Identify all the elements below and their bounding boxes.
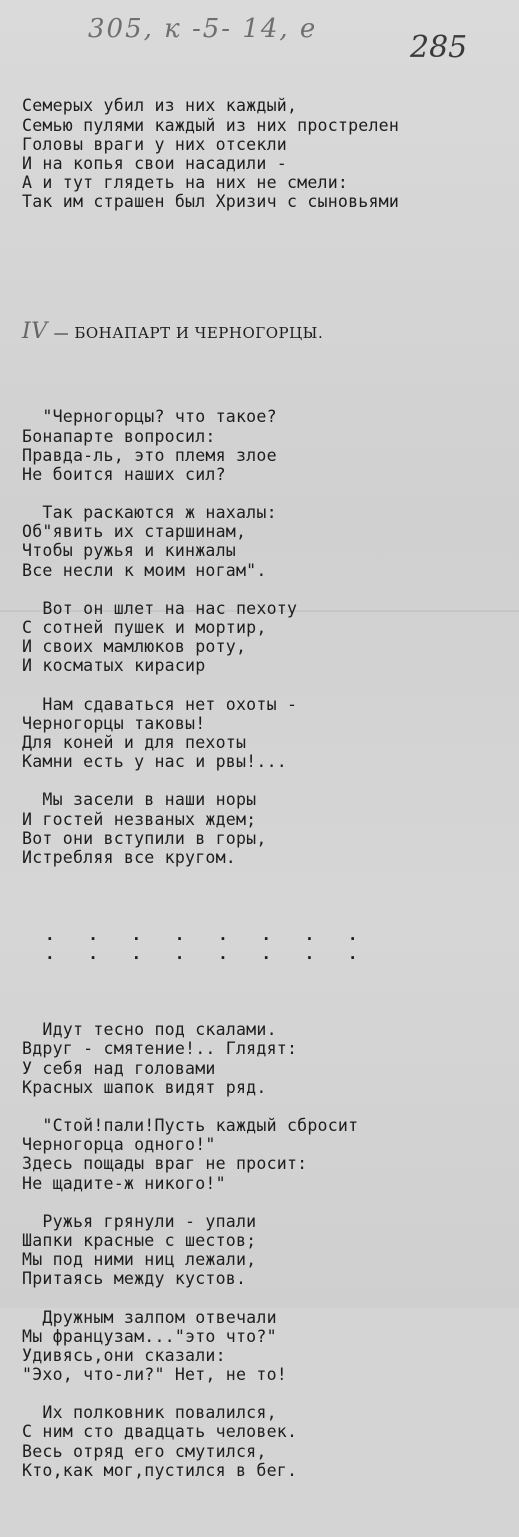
text-line: Ружья грянули - упали [22, 1211, 257, 1231]
stanza [22, 503, 519, 580]
text-line: Семью пулями каждый из них прострелен [22, 115, 400, 135]
text-line: . . . . . . . . [45, 943, 370, 963]
text-line: "Черногорцы? что такое? [22, 407, 277, 427]
stanza [22, 695, 519, 772]
text-line: А и тут глядеть на них не смели: [22, 173, 349, 193]
text-line: И косматых кирасир [22, 656, 206, 676]
text-line: Вот они вступили в горы, [22, 828, 267, 848]
text-line: Для коней и для пехоты [22, 732, 247, 752]
text-line: Чтобы ружья и кинжалы [22, 541, 236, 561]
text-line: Так им страшен был Хризич с сыновьями [22, 192, 400, 212]
text-line: Удивясь,они сказали: [22, 1345, 226, 1365]
stanza [22, 1403, 519, 1480]
text-line: Вот он шлет на нас пехоту [22, 598, 298, 618]
stanza [22, 1116, 519, 1193]
handwritten-header: 305, к -5- 14, е [88, 14, 318, 44]
text-line: "Эхо, что-ли?" Нет, не то! [22, 1365, 287, 1385]
text-line: Кто,как мог,пустился в бег. [22, 1460, 298, 1480]
text-line: Нам сдаваться нет охоты - [22, 694, 298, 714]
text-line: "Стой!пали!Пусть каждый сбросит [22, 1116, 359, 1136]
text-line: Их полковник повалился, [22, 1403, 277, 1423]
text-line: Притаясь между кустов. [22, 1269, 247, 1289]
text-line: Черногорца одного!" [22, 1135, 216, 1155]
text-line: . . . . . . . . [45, 924, 370, 944]
stanza-top [22, 96, 519, 211]
text-line: И своих мамлюков роту, [22, 637, 247, 657]
text-line: Красных шапок видят ряд. [22, 1077, 267, 1097]
text-line: Все несли к моим ногам". [22, 560, 267, 580]
text-line: И на копья свои насадили - [22, 153, 287, 173]
typed-text [22, 58, 519, 1537]
text-line: Камни есть у нас и рвы!... [22, 752, 287, 772]
text-line: Вдруг - смятение!.. Глядят: [22, 1039, 298, 1059]
text-line: Шапки красные с шестов; [22, 1230, 257, 1250]
text-line: Здесь пощады враг не просит: [22, 1154, 308, 1174]
text-line: С ним сто двадцать человек. [22, 1422, 298, 1442]
page-number: 285 [410, 30, 468, 65]
section-title: — БОНАПАРТ И ЧЕРНОГОРЦЫ. [53, 323, 324, 342]
stanza [22, 1212, 519, 1289]
text-line: Так раскаются ж нахалы: [22, 503, 277, 523]
stanzas-group-2 [22, 1020, 519, 1480]
stanza [22, 1020, 519, 1097]
text-line: Истребляя все кругом. [22, 847, 236, 867]
text-line: Не щадите-ж никого!" [22, 1173, 226, 1193]
text-line: Об"явить их старшинам, [22, 522, 247, 542]
text-line: Идут тесно под скалами. [22, 1020, 277, 1040]
ellipsis-rows [22, 925, 519, 963]
stanza [22, 790, 519, 867]
stanza [22, 599, 519, 676]
stanzas-group-1 [22, 407, 519, 867]
text-line: Мы французам..."это что?" [22, 1326, 277, 1346]
text-line: Бонапарте вопросил: [22, 426, 216, 446]
section-heading [22, 318, 519, 344]
text-line: И гостей незваных ждем; [22, 809, 257, 829]
stanza [22, 407, 519, 484]
text-line: Мы засели в наши норы [22, 790, 257, 810]
text-line: Не боится наших сил? [22, 464, 226, 484]
text-line: Черногорцы таковы! [22, 713, 206, 733]
section-number: IV [22, 318, 48, 344]
stanza [22, 1308, 519, 1385]
text-line: Правда-ль, это племя злое [22, 445, 277, 465]
text-line: У себя над головами [22, 1058, 216, 1078]
text-line: Мы под ними ниц лежали, [22, 1250, 257, 1270]
text-line: Головы враги у них отсекли [22, 134, 287, 154]
text-line: Дружным залпом отвечали [22, 1307, 277, 1327]
text-line: С сотней пушек и мортир, [22, 618, 267, 638]
text-line: Весь отряд его смутился, [22, 1441, 267, 1461]
text-line: Семерых убил из них каждый, [22, 96, 298, 116]
